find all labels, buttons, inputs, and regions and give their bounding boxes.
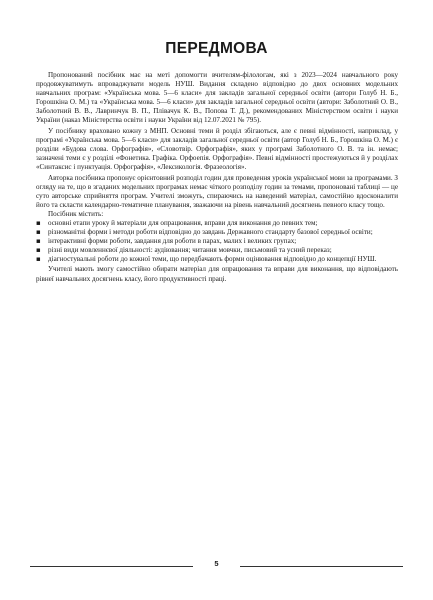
paragraph-closing: Учителі мають змогу самостійно обирати матеріал для опрацювання та вправи для виконання, що відповідають рівнеї навчальних досягнень класу, його продуктивності праці. [36, 265, 398, 283]
page-title: ПЕРЕДМОВА [165, 40, 268, 57]
list-item [36, 228, 398, 237]
paragraph-programs: У посібнику враховано кожну з МНП. Основні теми й розділ збігаються, але є певні відмінності, наприклад, у програмі «Українська мова. 5—6 класи» для закладів загальної середньої освіти (автор Голуб Н. Б., Горошкіна О. М.) є розділи «Будова слова. Орфографія», «Словотвір. Орфографія», яких у програмі Заболотного О. В. та ін. немає; зазначені теми є у розділі «Фонетика. Графіка. Орфоепія. Орфографія». Певні відмінності простежуються й у розділах «Синтаксис і пунктуація. Орфографія», «Лексикологія. Фразеологія». [36, 126, 398, 171]
list-item-text: різноманітні форми і методи роботи відповідно до завдань Державного стандарту базової середньої освіти; [48, 227, 373, 236]
bullet-icon: ▪ [36, 245, 41, 254]
bullet-icon: ▪ [36, 236, 41, 245]
list-item [36, 237, 398, 246]
list-item [36, 246, 398, 255]
paragraph-contents-intro: Посібник містить: [48, 209, 104, 218]
bullet-icon: ▪ [36, 218, 41, 227]
footer-rule-right [240, 566, 403, 567]
contents-list [36, 219, 398, 264]
preface-body [36, 71, 398, 284]
list-item-text: діагностувальні роботи до кожної теми, що передбачають форми оцінювання відповідно до концепції НУШ. [48, 254, 377, 263]
paragraph-hours: Авторка посібника пропонує орієнтовний розподіл годин для проведення уроків української мови за програмами. З огляду на те, що в згаданих модельних програмах немає чіткого розподілу годин за темами, пропоновані таблиці — це суто авторське сприйняття програм. Учителі зможуть, спираючись на наведений матеріал, самостійно вдосконалити його та скласти календарно-тематичне планування, зважаючи на рівень навчальний досягнень певного класу тощо. [36, 173, 398, 209]
list-item [36, 255, 398, 264]
paragraph-intro: Пропонований посібник має на меті допомогти вчителям-філологам, які з 2023—2024 навчального року продовжуватимуть впроваджувати модель НУШ. Видання складено відповідно до двох основних модельних навчальних програм: «Українська мова. 5—6 класи» для закладів загальної середньої освіти (автори Голуб Н. Б., Горошкіна О. М.) та «Українська мова. 5—6 класи» для закладів загальної середньої освіти (автори: Заболотний О. В., Заболотний В. В., Лавринчук В. П., Плівачук К. В., Попова Т. Д.), рекомендованих Міністерством освіти і науки України (наказ Міністерства освіти і науки України від 12.07.2021 № 795). [36, 71, 398, 125]
page-number: 5 [214, 559, 219, 568]
list-item-text: інтерактивні форми роботи, завдання для роботи в парах, малих і великих групах; [48, 236, 297, 245]
bullet-icon: ▪ [36, 227, 41, 236]
footer-rule-left [30, 566, 193, 567]
list-item-text: основні етапи уроку й матеріали для опрацювання, вправи для виконання до певних тем; [48, 218, 318, 227]
bullet-icon: ▪ [36, 254, 41, 263]
list-item-text: різні види мовленнєвої діяльності: аудіювання; читання мовчки, письмовий та усний переказ; [48, 245, 332, 254]
list-item [36, 219, 398, 228]
